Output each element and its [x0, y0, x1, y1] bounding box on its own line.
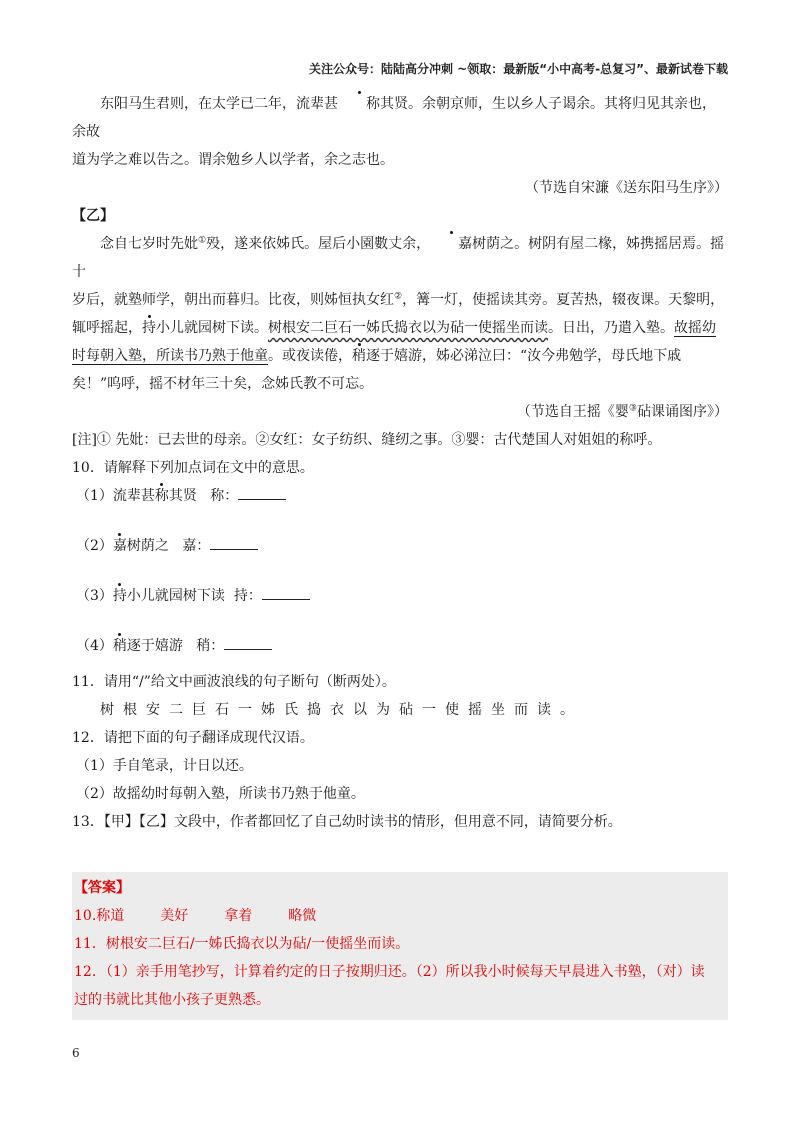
dotted-word: 稍 [352, 342, 366, 370]
page-number: 6 [72, 1046, 80, 1060]
yi-source: （节选自王摇《婴③砧课诵图序》） [516, 403, 728, 420]
question-13-stem: 13．【甲】【乙】文段中，作者都回忆了自己幼时读书的情形，但用意不同，请简要分析。 [72, 814, 622, 830]
answer-blank[interactable] [262, 585, 310, 600]
question-10-item-2: （2）嘉树荫之 嘉： [72, 532, 728, 560]
answer-label: 【答案】 [74, 880, 130, 896]
dotted-word: 称 [155, 482, 169, 510]
yi-label: 【乙】 [72, 208, 114, 224]
dotted-word: 持 [113, 582, 127, 610]
footnote-mark: ③ [628, 403, 637, 414]
document-body [72, 90, 728, 836]
answer-11: 11．树根安二巨石/一姊氏捣衣以为砧/一使摇坐而读。 [74, 936, 410, 952]
answer-10: 10.称道 美好 拿着 略微 [74, 908, 317, 924]
yi-line3: 辄呼摇起，持小儿就园树下读。树根安二巨石一姊氏捣衣以为砧一使摇坐而读。日出，乃遣入塾。故摇幼 [72, 314, 728, 342]
footnote-mark: ② [394, 291, 403, 302]
page-header: 关注公众号：陆陆高分冲刺 ~领取：最新版“小中高考-总复习”、最新试卷下载 [309, 62, 728, 76]
underlined-sentence: 时每朝入塾，所读书乃熟于他童 [72, 348, 268, 364]
question-10-item-1: （1）流辈甚称其贤 称： [72, 482, 728, 510]
dotted-word: 嘉 [430, 230, 472, 258]
answer-blank[interactable] [224, 635, 272, 650]
answer-12-line2: 过的书就比其他小孩子更熟悉。 [74, 992, 270, 1008]
footnote-mark: ① [198, 235, 207, 246]
question-11-sentence: 树根安二巨石一姊氏捣衣以为砧一使摇坐而读。 [100, 702, 583, 718]
dotted-word: 稍 [113, 632, 127, 660]
question-10-stem: 10．请解释下列加点词在文中的意思。 [72, 460, 314, 476]
answer-block [72, 872, 728, 1020]
wavy-underlined-sentence: 树根安二巨石一姊氏捣衣以为砧一使摇坐而读 [268, 320, 548, 336]
question-12-item-2: （2）故摇幼时每朝入塾，所读书乃熟于他童。 [76, 786, 365, 802]
question-12-item-1: （1）手自笔录，计日以还。 [76, 758, 253, 774]
annotation-note: [注]① 先妣：已去世的母亲。②女红：女子纺织、缝纫之事。③婴：古代楚国人对姐姐的称呼。 [72, 432, 662, 448]
answer-blank[interactable] [210, 535, 258, 550]
question-12-stem: 12．请把下面的句子翻译成现代汉语。 [72, 730, 314, 746]
question-10-item-4: （4）稍逐于嬉游 稍： [72, 632, 728, 660]
jia-paragraph-line2: 道为学之难以告之。谓余勉乡人以学者，余之志也。 [72, 152, 394, 168]
answer-12-line1: 12．（1）亲手用笔抄写，计算着约定的日子按期归还。（2）所以我小时候每天早晨进入书塾，（对）读 [74, 964, 705, 980]
dotted-word: 称 [338, 90, 380, 118]
question-11-stem: 11．请用“/”给文中画波浪线的句子断句（断两处）。 [72, 674, 396, 690]
yi-line4: 时每朝入塾，所读书乃熟于他童。或夜读倦，稍逐于嬉游，姊必涕泣曰：“汝今弗勉学，母氏地下戚 [72, 342, 728, 370]
jia-source: （节选自宋濂《送东阳马生序》） [525, 180, 728, 196]
dotted-word: 持 [142, 314, 156, 342]
answer-blank[interactable] [238, 485, 286, 500]
dotted-word: 嘉 [113, 532, 127, 560]
underlined-sentence: 故摇幼 [674, 320, 716, 336]
jia-paragraph-line1: 东阳马生君则，在太学已二年，流辈甚 称其贤。余朝京师，生以乡人子谒余。其将归见其亲也，余故 [72, 90, 728, 146]
question-10-item-3: （3）持小儿就园树下读 持： [72, 582, 728, 610]
yi-line1: 念自七岁时先妣①殁，遂来依姊氏。屋后小園數丈余， 嘉树荫之。树阴有屋二椽，姊携摇居焉。摇十 [72, 230, 728, 286]
yi-line5: 矣！”呜呼，摇不材年三十矣，念姊氏教不可忘。 [72, 376, 374, 392]
yi-line2: 岁后，就塾师学，朝出而暮归。比夜，则姊恒执女红②，篝一灯，使摇读其旁。夏苦热，辍夜课。天黎明， [72, 291, 725, 308]
